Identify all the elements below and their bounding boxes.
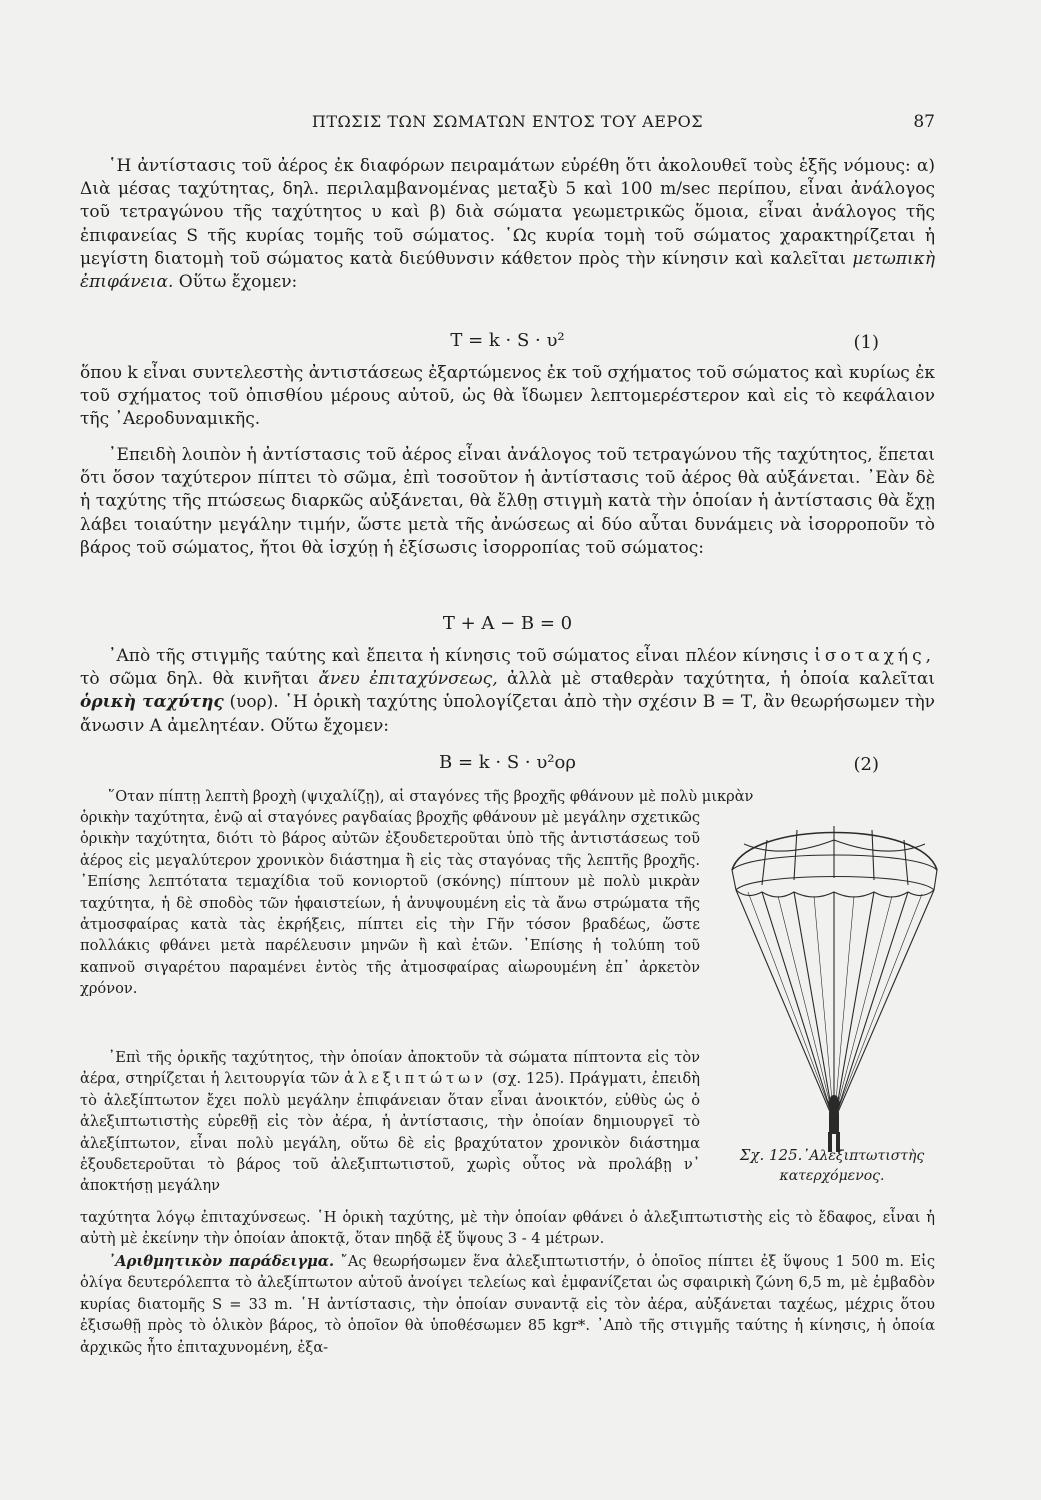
small-paragraph-example — [80, 1251, 935, 1358]
small1-first-line: ῞Οταν πίπτῃ λεπτὴ βροχὴ (ψιχαλίζῃ), αἱ σταγόνες τῆς βροχῆς φθάνουν μὲ πολὺ μικρὰν — [108, 788, 754, 805]
small-paragraph-parachute-end — [80, 1207, 935, 1250]
paragraph-terminal-velocity — [80, 645, 935, 738]
figure-caption — [712, 1145, 952, 1186]
equation-2 — [80, 752, 935, 778]
para1-text: ῾Η ἀντίστασις τοῦ ἀέρος ἐκ διαφόρων πειραμάτων εὑρέθη ὅτι ἀκολουθεῖ τοὺς ἑξῆς νόμους: α) Διὰ μέσας ταχύτητας, δηλ. περιλαμβανομένας μεταξὺ 5 καὶ 100 m/sec περίπου, εἶναι ἀνάλογος τοῦ τετραγώνου τῆς ταχύτητος υ καὶ β) διὰ σώματα γεωμετρικῶς ὅμοια, εἶναι ἀνάλογος τῆς ἐπιφανείας S τῆς κυρίας τομῆς τοῦ σώματος. ῾Ως κυρία τομὴ τοῦ σώματος χαρακτηρίζεται ἡ μεγίστη διατομὴ τοῦ σώματος κατὰ διεύθυνσιν κάθετον πρὸς τὴν κίνησιν καὶ καλεῖται — [80, 156, 935, 269]
equation-1-formula: T = k · S · υ² — [450, 330, 565, 351]
small2-part-a: ᾿Επὶ τῆς ὁρικῆς ταχύτητος, τὴν ὁποίαν ἀποκτοῦν τὰ σώματα πίπτοντα εἰς τὸν ἀέρα, στηρίζεται ἡ λειτουργία τῶν — [80, 1049, 700, 1088]
para3-text: ᾿Επειδὴ λοιπὸν ἡ ἀντίστασις τοῦ ἀέρος εἶναι ἀνάλογος τοῦ τετραγώνου τῆς ταχύτητος, ἕπεται ὅτι ὅσον ταχύτερον πίπτει τὸ σῶμα, ἐπὶ τοσοῦτον ἡ ἀντίστασις τοῦ ἀέρος θὰ αὐξάνεται. ᾿Εὰν δὲ ἡ ταχύτης τῆς πτώσεως διαρκῶς αὐξάνεται, θὰ ἔλθῃ στιγμὴ κατὰ τὴν ὁποίαν ἡ ἀντίστασις θὰ ἔχῃ λάβει τοιαύτην μεγάλην τιμήν, ὥστε μετὰ τῆς ἀνώσεως αἱ δύο αὗται δυνάμεις νὰ ἰσορροποῦν τὸ βάρος τοῦ σώματος, ἤτοι θὰ ἰσχύῃ ἡ ἐξίσωσις ἰσορροπίας τοῦ σώματος: — [80, 445, 935, 558]
equation-2-number: (2) — [853, 754, 879, 775]
para4-part-c: ἀλλὰ μὲ σταθερὰν ταχύτητα, ἡ ὁποία καλεῖται — [507, 669, 936, 690]
para4-part-d: (υορ). ῾Η ὁρικὴ ταχύτης ὑπολογίζεται ἀπὸ τὴν σχέσιν Β = Τ, ἂν θεωρήσωμεν τὴν ἄνωσιν Α ἀμελητέαν. Οὕτω ἔχομεν: — [80, 692, 935, 736]
page-number: 87 — [913, 112, 935, 132]
para4-part-b: τὸ σῶμα δηλ. θὰ κινῆται — [80, 669, 310, 690]
figure-label: Σχ. 125. — [739, 1146, 803, 1164]
example-text: ῎Ας θεωρήσωμεν ἕνα ἀλεξιπτωτιστήν, ὁ ὁποῖος πίπτει ἐξ ὕψους 1 500 m. Εἰς ὀλίγα δευτερόλεπτα τὸ ἀλεξίπτωτον αὐτοῦ ἀνοίγει τελείως καὶ ἐμφανίζεται ὡς σφαιρικὴ ζώνη 6,5 m, μὲ ἐμβαδὸν κυρίας διατομῆς S = 33 m. ῾Η ἀντίστασις, τὴν ὁποίαν συναντᾷ εἰς τὸν ἀέρα, αὐξάνεται ταχέως, μέχρις ὅτου ἐξισωθῇ πρὸς τὸ ὁλικὸν βάρος, τὸ ὁποῖον θὰ ὑποθέσωμεν 85 kgr*. ᾿Απὸ τῆς στιγμῆς ταύτης ἡ κίνησις, ἡ ὁποία ἀρχικῶς ἦτο ἐπιταχυνομένη, ἐξα- — [80, 1253, 935, 1356]
parachute-figure — [722, 800, 952, 1160]
small2-spaced-term: ἀλεξιπτώτων — [344, 1070, 487, 1088]
page-header — [80, 112, 935, 138]
equation-1 — [80, 330, 935, 356]
para4-italic-term: ἄνευ ἐπιταχύνσεως, — [318, 669, 498, 690]
small-paragraph-rain — [80, 807, 700, 1000]
figure-caption-line1: ᾿Αλεξιπτωτιστὴς — [802, 1148, 925, 1164]
para4-part-a: ᾿Απὸ τῆς στιγμῆς ταύτης καὶ ἔπειτα ἡ κίνησις τοῦ σώματος εἶναι πλέον κίνησις — [108, 646, 809, 666]
small2-end: ταχύτητα λόγῳ ἐπιταχύνσεως. ῾Η ὁρικὴ ταχύτης, μὲ τὴν ὁποίαν φθάνει ὁ ἀλεξιπτωτιστὴς εἰς τὸ ἔδαφος, εἶναι ἡ αὐτὴ μὲ ἐκείνην τὴν ὁποίαν ἀποκτᾷ, ὅταν πηδᾷ ἐξ ὕψους 3 - 4 μέτρων. — [80, 1209, 935, 1248]
example-label: ᾿Αριθμητικὸν παράδειγμα. — [108, 1253, 335, 1270]
small-paragraph-parachute — [80, 1047, 700, 1197]
para1-end: Οὕτω ἔχομεν: — [178, 272, 298, 293]
paragraph-coefficient — [80, 362, 935, 432]
equation-equilibrium-formula: T + A − B = 0 — [442, 613, 573, 634]
para1-italic-term: μετωπικὴ ἐπιφάνεια. — [80, 248, 936, 293]
equation-equilibrium — [80, 613, 935, 639]
running-title: ΠΤΩΣΙΣ ΤΩΝ ΣΩΜΑΤΩΝ ΕΝΤΟΣ ΤΟΥ ΑΕΡΟΣ — [311, 112, 704, 131]
small2-part-b: (σχ. 125). Πράγματι, ἐπειδὴ τὸ ἀλεξίπτωτον ἔχει πολὺ μεγάλην ἐπιφάνειαν ὅταν εἶναι ἀνοικτόν, εὐθὺς ὡς ὁ ἀλεξιπτωτιστὴς εὑρεθῇ εἰς τὸν ἀέρα, ἡ ἀντίστασις, τὴν ὁποίαν δημιουργεῖ τὸ ἀλεξίπτωτον, εἶναι πολὺ μεγάλη, οὕτω δὲ εἰς βραχύτατον χρονικὸν διάστημα ἐξουδετεροῦται τὸ βάρος τοῦ ἀλεξιπτωτιστοῦ, χωρὶς οὗτος νὰ προλάβῃ ν᾿ ἀποκτήσῃ μεγάλην — [80, 1070, 701, 1195]
equation-1-number: (1) — [853, 332, 879, 353]
paragraph-equilibrium — [80, 444, 935, 560]
small1-text: ὁρικὴν ταχύτητα, ἐνῷ αἱ σταγόνες ραγδαίας βροχῆς φθάνουν μὲ μεγάλην σχετικῶς ὁρικὴν ταχύτητα, διότι τὸ βάρος αὐτῶν ἐξουδετεροῦται ὑπὸ τῆς ἀντιστάσεως τοῦ ἀέρος εἰς μεγαλύτερον χρονικὸν διάστημα ἢ εἰς τὰς σταγόνας τῆς λεπτῆς βροχῆς. ᾿Επίσης λεπτότατα τεμαχίδια τοῦ κονιορτοῦ (σκόνης) πίπτουν μὲ πολὺ μικρὰν ταχύτητα, ἡ δὲ σποδὸς τῶν ἡφαιστείων, ἡ ἀνυψουμένη εἰς τὰ ἄνω στρώματα τῆς ἀτμοσφαίρας κατὰ τὰς ἐκρήξεις, πίπτει εἰς τὴν Γῆν τόσον βραδέως, ὥστε πολλάκις φθάνει μετὰ παρέλευσιν μηνῶν ἢ καὶ ἐτῶν. ᾿Επίσης ἡ τολύπη τοῦ καπνοῦ σιγαρέτου παραμένει ἐντὸς τῆς ἀτμοσφαίρας αἰωρουμένη ἐπ᾿ ἀρκετὸν χρόνον. — [80, 809, 700, 998]
para4-bold-term: ὁρικὴ ταχύτης — [80, 692, 224, 713]
para2-text: ὅπου k εἶναι συντελεστὴς ἀντιστάσεως ἐξαρτώμενος ἐκ τοῦ σχήματος τοῦ σώματος καὶ κυρίως ἐκ τοῦ σχήματος τοῦ ὀπισθίου μέρους αὐτοῦ, ὡς θὰ ἴδωμεν λεπτομερέστερον καὶ εἰς τὸ κεφάλαιον τῆς ᾿Αεροδυναμικῆς. — [80, 363, 935, 430]
para4-spaced-term: ἰσοταχής, — [814, 646, 935, 666]
figure-caption-line2: κατερχόμενος. — [779, 1168, 885, 1184]
equation-2-formula: B = k · S · υ²ορ — [439, 752, 576, 773]
paragraph-air-resistance-laws — [80, 155, 935, 294]
